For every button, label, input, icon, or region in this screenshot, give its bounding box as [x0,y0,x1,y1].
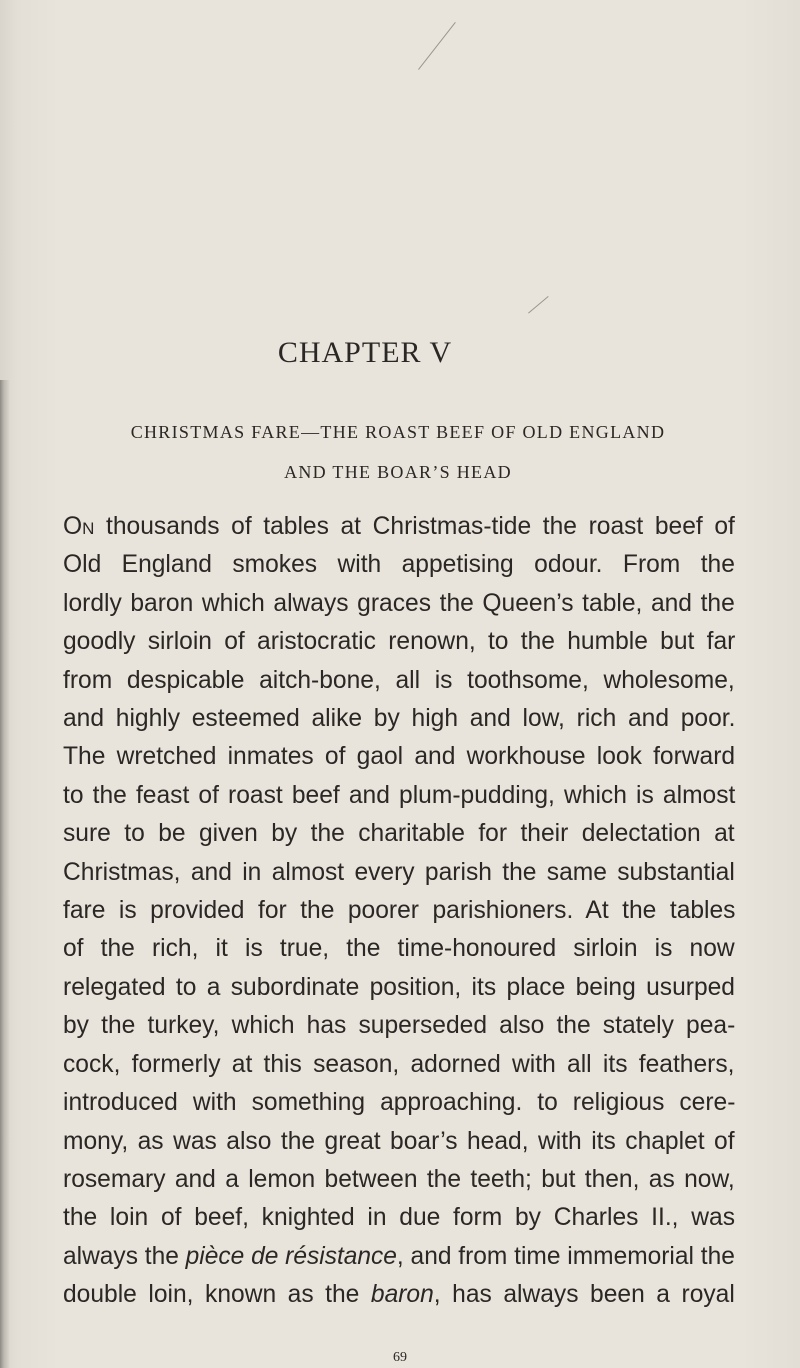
text-line: always the pièce de résistance, and from time immemorial the [63,1242,735,1270]
chapter-heading: CHAPTER V [277,336,453,369]
text-line: On thousands of tables at Christmas-tide the roast beef of [63,513,735,540]
text-line: mony, as was also the great boar’s head, with its chaplet of [63,1127,735,1155]
body-paragraph [63,508,735,1315]
drop-word: On [63,513,95,540]
text-line: cock, formerly at this season, adorned with all its feathers, [63,1050,735,1078]
text-line: and highly esteemed alike by high and low, rich and poor. [63,705,736,733]
text-line: of the rich, it is true, the time-honoured sirloin is now [63,935,735,963]
text-line: the loin of beef, knighted in due form by Charles II., was [63,1204,735,1232]
paper-mark [528,296,549,313]
text-line: Christmas, and in almost every parish the same substantial [63,858,735,886]
chapter-subtitle [62,412,734,492]
text-line: to the feast of roast beef and plum-pudding, which is almost [63,781,736,809]
italic-word: baron [370,1281,434,1309]
text-line: rosemary and a lemon between the teeth; but then, as now, [63,1165,735,1193]
italic-phrase: pièce de résistance [185,1242,397,1270]
paper-mark [418,22,456,70]
text-line: Old England smokes with appetising odour. From the [63,551,735,579]
page-number: 69 [393,1350,407,1365]
text-line: The wretched inmates of gaol and workhouse look forward [63,743,736,771]
text-line: relegated to a subordinate position, its place being usurped [63,973,735,1001]
text-line: from despicable aitch-bone, all is toothsome, wholesome, [63,666,735,694]
binding-shadow [0,380,10,1368]
text-line: fare is provided for the poorer parishioners. At the tables [63,897,736,925]
text-line: lordly baron which always graces the Queen’s table, and the [63,589,735,617]
text-line: goodly sirloin of aristocratic renown, to the humble but far [63,628,736,656]
text-line: by the turkey, which has superseded also the stately pea- [63,1012,736,1040]
text-line: introduced with something approaching. to religious cere- [63,1089,736,1117]
chapter-subtitle-line-1: CHRISTMAS FARE—THE ROAST BEEF OF OLD ENGLAND [130,422,666,442]
text-line: double loin, known as the baron, has always been a royal [63,1281,735,1309]
chapter-subtitle-line-2: AND THE BOAR’S HEAD [284,462,512,482]
text-line: sure to be given by the charitable for their delectation at [63,820,735,848]
